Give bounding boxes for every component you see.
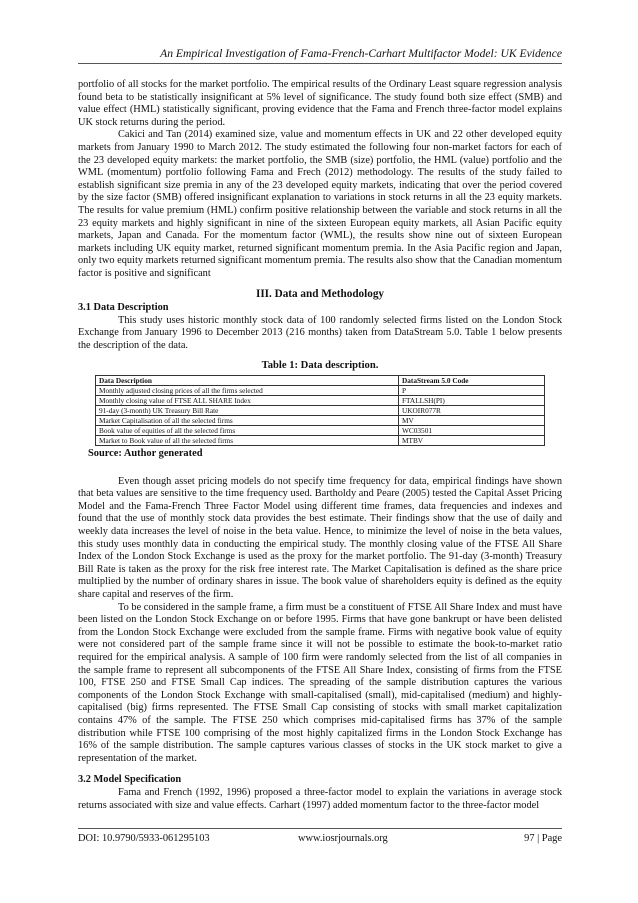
data-description-table: [95, 375, 545, 446]
table-cell: MV: [399, 416, 545, 426]
table-cell: FTALLSH(PI): [399, 396, 545, 406]
spacer: [78, 765, 562, 774]
table-cell: 91-day (3-month) UK Treasury Bill Rate: [96, 406, 399, 416]
section-title: III. Data and Methodology: [255, 287, 385, 300]
table-cell: Market to Book value of all the selected firms: [96, 436, 399, 446]
table-cell: MTBV: [399, 436, 545, 446]
page-footer: [78, 833, 562, 847]
table-cell: WC03501: [399, 426, 545, 436]
paragraph-1: portfolio of all stocks for the market portfolio. The empirical results of the Ordinary Least square regression analysis found beta to be statistically insignificant at 5% level of significance. The study found both size effect (SMB) and value effect (HML) statistically significant, proving evidence that the Fama and French three-factor model explains UK stock returns during the period.: [78, 79, 562, 128]
running-header: An Empirical Investigation of Fama-French-Carhart Multifactor Model: UK Evidence: [160, 47, 562, 60]
subsection-3-1: 3.1 Data Description: [78, 302, 169, 314]
footer-page-number: 97 | Page: [524, 833, 562, 844]
table-header-cell: Data Description: [96, 376, 399, 386]
table-cell: Monthly adjusted closing prices of all the firms selected: [96, 386, 399, 396]
paragraph-6: Fama and French (1992, 1996) proposed a three-factor model to explain the variations in average stock returns associated with size and value effects. Carhart (1997) added momentum factor to the three-factor model: [78, 786, 562, 811]
table-cell: Monthly closing value of FTSE ALL SHARE Index: [96, 396, 399, 406]
footer-rule: [78, 828, 562, 829]
table-title: Table 1: Data description.: [261, 360, 379, 372]
paragraph-2: Cakici and Tan (2014) examined size, value and momentum effects in UK and 22 other developed equity markets from January 1990 to March 2012. The study estimated the following four non-market factors for each of the 23 developed equity markets: the market portfolio, the SMB (size) portfolio, the HML (value) portfolio and the WML (momentum) portfolio following Fama and Frech (2012) methodology. The results of the study failed to establish significant size premia in any of the 23 developed equity markets, indicating that over the period covered by the size factor (SMB) offered insignificant explanation to variations in stock returns in all the 23 equity markets. The results for value premium (HML) confirm positive relationship between the variable and stock returns in all the 23 equity markets and highly significant in nine of the sixteen European equity markets, all Asian Pacific equity markets, Japan and Canada. For the momentum factor (WML), the results show nine out of sixteen European markets including UK equity market, returned significant momentum premia. In the Asia Pacific region and Japan, only two equity markets returned significant momentum premia. The results also show that the Canadian momentum factor is positive and significant: [78, 129, 562, 279]
spacer: [78, 467, 562, 476]
page-body: [78, 79, 562, 812]
table-cell: Book value of equities of all the selected firms: [96, 426, 399, 436]
paragraph-5: To be considered in the sample frame, a firm must be a constituent of FTSE All Share Index and must have been listed on the London Stock Exchange on or before 1995. Firms that have gone bankrupt or have been delisted from the London Stock Exchange were excluded from the sample frame. Firms with negative book value of equity were not considered part of the sample frame since it will not be possible to estimate the book-to-market ratio required for the empirical analysis. A sample of 100 firm were randomly selected from the list of all companies in the sample frame to represent all subcomponents of the FTSE All Share Index, consisting of firms from the FTSE 100, FTSE 250 and FTSE Small Cap indices. The spreading of the sample distribution captures the various components of the London Stock Exchange with small-capitalised (small), mid-capitalised (medium) and highly-capitalised (big) firms represented. The FTSE Small Cap consisting of stocks with small market capitalization contains 47% of the sample. The FTSE 250 which comprises mid-capitalised firms has 37% of the sample distribution while FTSE 100 comprising of the most highly capitalized firms in the London Stock Exchange has 16% of the sample distribution. The sample captures various classes of stocks in the UK stock market to give a representation of the market.: [78, 601, 562, 764]
table-header-row: [96, 376, 545, 386]
footer-doi: DOI: 10.9790/5933-061295103: [78, 833, 210, 844]
table-row: [96, 396, 545, 406]
table-row: [96, 416, 545, 426]
subsection-3-2: 3.2 Model Specification: [78, 774, 182, 786]
table-row: [96, 406, 545, 416]
table-cell: Market Capitalisation of all the selected firms: [96, 416, 399, 426]
paragraph-3: This study uses historic monthly stock data of 100 randomly selected firms listed on the London Stock Exchange from January 1996 to December 2013 (216 months) taken from DataStream 5.0. Table 1 below presents the description of the data.: [78, 314, 562, 351]
paragraph-4: Even though asset pricing models do not specify time frequency for data, empirical findings have shown that beta values are sensitive to the time frequency used. Bartholdy and Peare (2005) tested the Capital Asset Pricing Model and the Fama-French Three Factor Model using different time frames, data frequencies and indexes and found that the use of monthly stock data provides the best estimate. Their findings show that the use of daily and weekly data increases the level of noise in the beta value. Hence, to minimize the level of noise in the beta values, this study uses monthly data in conducting the empirical study. The monthly closing value of the FTSE All Share Index of the London Stock Exchange is used as the proxy for the market portfolio. The 91-day (3-month) Treasury Bill Rate is taken as the proxy for the risk free interest rate. The Market Capitalisation is defined as the share price multiplied by the number of ordinary shares in issue. The book value of shareholders equity is defined as the equity share capital and reserves of the firm.: [78, 475, 562, 600]
footer-website: www.iosrjournals.org: [298, 833, 388, 844]
table-cell: UKOIR077R: [399, 406, 545, 416]
table-row: [96, 426, 545, 436]
table-header-cell: DataStream 5.0 Code: [399, 376, 545, 386]
table-source: Source: Author generated: [88, 448, 203, 460]
header-rule: [78, 63, 562, 64]
table-row: [96, 436, 545, 446]
table-row: [96, 386, 545, 396]
table-cell: P: [399, 386, 545, 396]
